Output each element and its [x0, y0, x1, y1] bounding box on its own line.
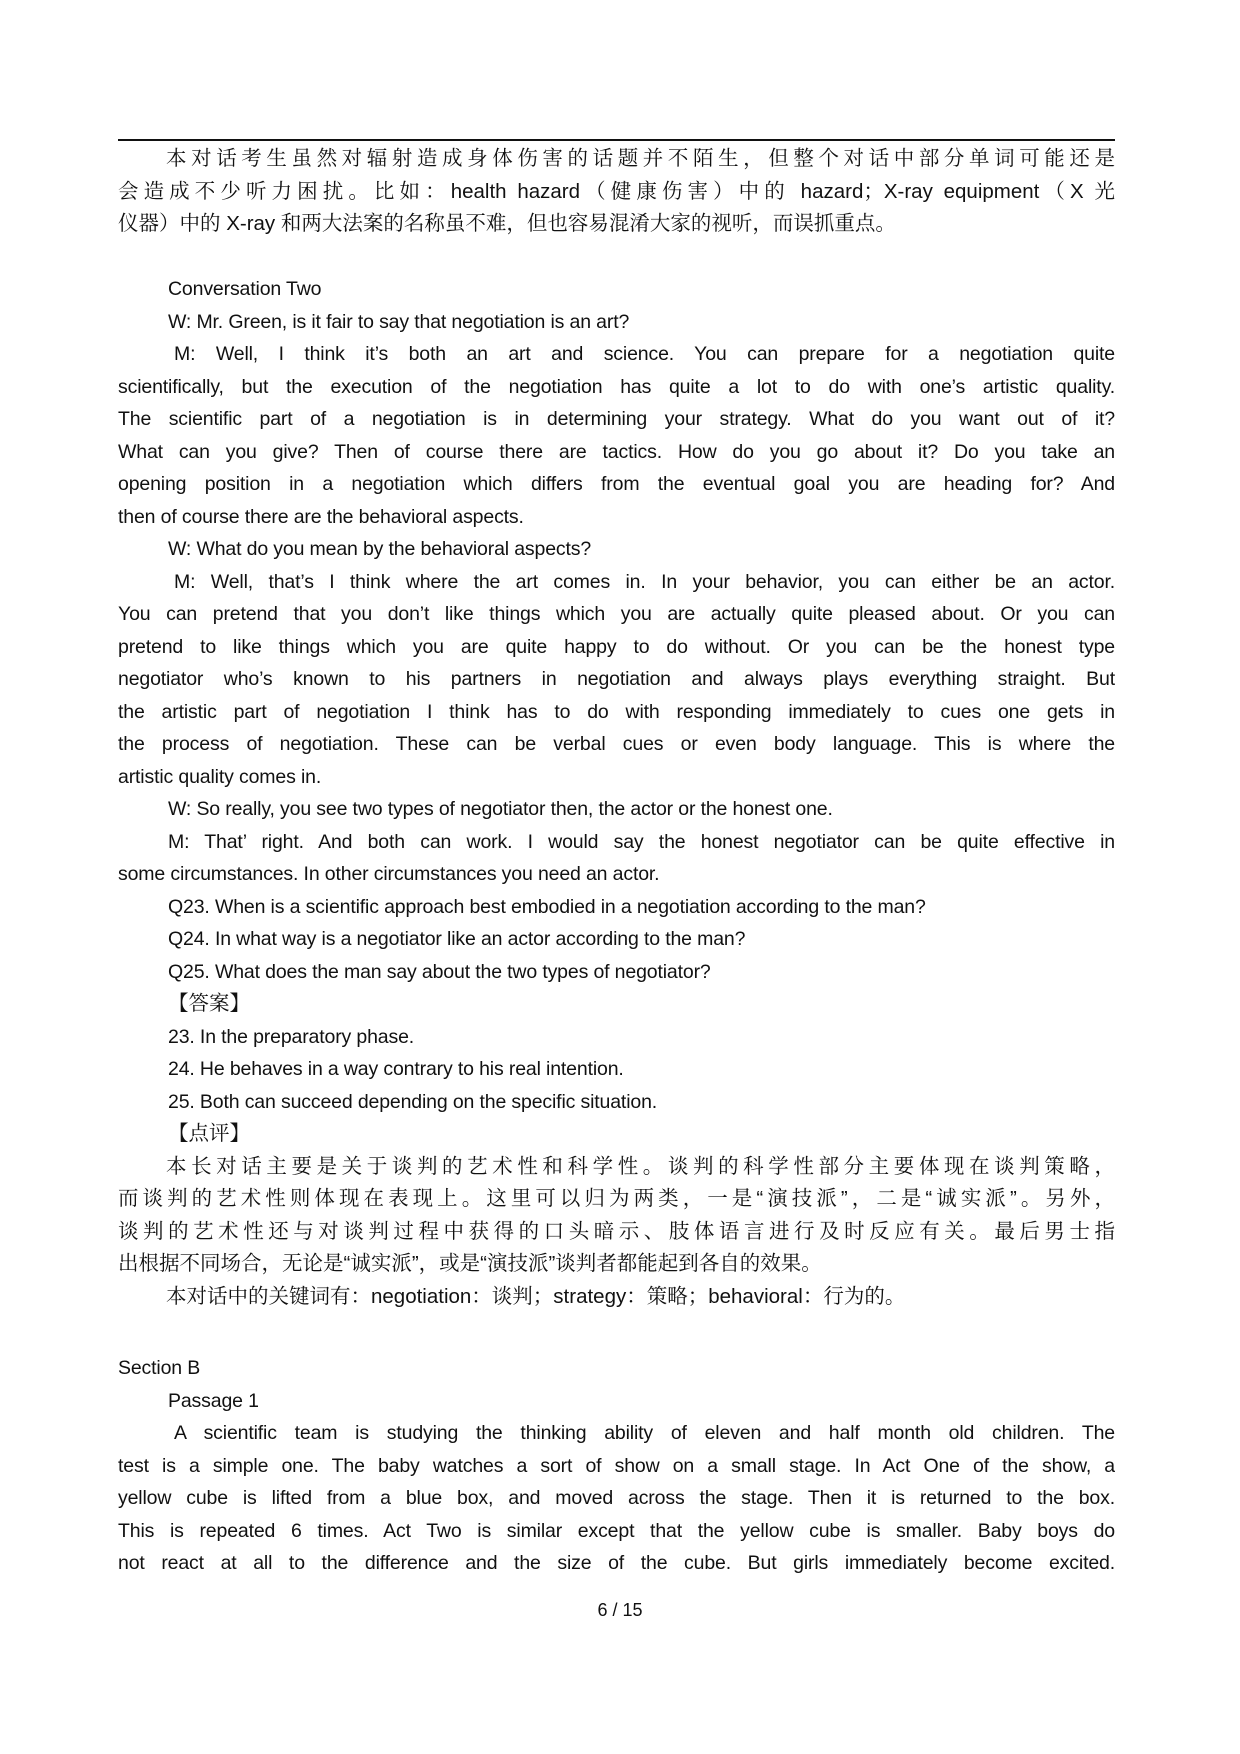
text-line: Q23. When is a scientific approach best embodied in a negotiation according to the man?	[168, 895, 926, 918]
text-line: the artistic part of negotiation I think has to do with responding immediately to cues one gets in	[118, 700, 1115, 723]
text-line: 本长对话主要是关于谈判的艺术性和科学性。谈判的科学性部分主要体现在谈判策略，	[166, 1154, 1115, 1178]
text-line: yellow cube is lifted from a blue box, and moved across the stage. Then it is returned to the box.	[118, 1487, 1115, 1509]
text-line: scientifically, but the execution of the negotiation has quite a lot to do with one’s artistic quality.	[118, 375, 1115, 398]
text-line: Conversation Two	[168, 278, 322, 300]
text-line: negotiator who’s known to his partners in negotiation and always plays everything straight. But	[118, 668, 1115, 690]
text-line: Section B	[118, 1357, 201, 1379]
paragraph	[118, 956, 1115, 989]
paragraph	[118, 1021, 1115, 1054]
paragraph	[118, 1385, 1115, 1418]
text-line: 仪器）中的 X-ray 和两大法案的名称虽不难，但也容易混淆大家的视听，而误抓重点。	[118, 212, 896, 235]
section-label	[118, 988, 1115, 1021]
page-number: 6 / 15	[597, 1600, 643, 1620]
text-line: 出根据不同场合，无论是“诚实派”，或是“演技派”谈判者都能起到各自的效果。	[118, 1252, 822, 1275]
text-line: The scientific part of a negotiation is in determining your strategy. What do you want out of it?	[118, 408, 1115, 430]
paragraph	[118, 1417, 1115, 1580]
text-line: M: That’ right. And both can work. I would say the honest negotiator can be quite effective in	[168, 830, 1115, 853]
paragraph	[118, 1086, 1115, 1119]
text-line: opening position in a negotiation which differs from the eventual goal you are heading for? And	[118, 473, 1115, 495]
text-line: What can you give? Then of course there are tactics. How do you go about it? Do you take an	[118, 440, 1115, 463]
text-line: Passage 1	[168, 1389, 259, 1412]
blank-line	[118, 241, 1115, 274]
paragraph	[118, 306, 1115, 339]
text-line: some circumstances. In other circumstances you need an actor.	[118, 863, 660, 885]
paragraph	[118, 1151, 1115, 1281]
text-line: 谈判的艺术性还与对谈判过程中获得的口头暗示、肢体语言进行及时反应有关。最后男士指	[118, 1219, 1115, 1243]
text-line: 【答案】	[168, 992, 250, 1015]
text-line: A scientific team is studying the thinking ability of eleven and half month old children. The	[174, 1422, 1115, 1444]
text-line: not react at all to the difference and the size of the cube. But girls immediately become excited.	[118, 1552, 1115, 1574]
paragraph	[118, 1281, 1115, 1314]
text-line: 本对话考生虽然对辐射造成身体伤害的话题并不陌生，但整个对话中部分单词可能还是	[166, 147, 1115, 170]
paragraph	[118, 1352, 1115, 1385]
header-rule	[118, 139, 1115, 141]
text-line: M: Well, I think it’s both an art and science. You can prepare for a negotiation quite	[174, 343, 1115, 365]
section-label	[118, 1118, 1115, 1151]
text-line: You can pretend that you don’t like things which you are actually quite pleased about. Or you can	[118, 603, 1115, 625]
text-line: 24. He behaves in a way contrary to his real intention.	[168, 1058, 624, 1080]
paragraph	[118, 923, 1115, 956]
text-line: Q24. In what way is a negotiator like an actor according to the man?	[168, 928, 746, 950]
text-line: W: So really, you see two types of negotiator then, the actor or the honest one.	[168, 798, 833, 820]
document-body	[118, 143, 1115, 1580]
text-line: W: Mr. Green, is it fair to say that negotiation is an art?	[168, 310, 630, 333]
paragraph	[118, 533, 1115, 566]
text-line: 23. In the preparatory phase.	[168, 1025, 415, 1048]
paragraph	[118, 891, 1115, 924]
paragraph	[118, 826, 1115, 891]
paragraph	[118, 1053, 1115, 1086]
text-line: W: What do you mean by the behavioral aspects?	[168, 538, 592, 560]
text-line: 会造成不少听力困扰。比如：health hazard（健康伤害）中的 hazard；X-ray equipment（X 光	[118, 179, 1115, 203]
text-line: 而谈判的艺术性则体现在表现上。这里可以归为两类，一是“演技派”，二是“诚实派”。另外，	[118, 1187, 1115, 1210]
text-line: 本对话中的关键词有：negotiation：谈判；strategy：策略；behavioral：行为的。	[166, 1284, 906, 1308]
text-line: 25. Both can succeed depending on the specific situation.	[168, 1090, 658, 1113]
paragraph	[118, 273, 1115, 306]
text-line: the process of negotiation. These can be verbal cues or even body language. This is where the	[118, 733, 1115, 755]
text-line: artistic quality comes in.	[118, 765, 322, 788]
text-line: This is repeated 6 times. Act Two is similar except that the yellow cube is smaller. Baby boys do	[118, 1519, 1115, 1542]
text-line: test is a simple one. The baby watches a sort of show on a small stage. In Act One of the show, a	[118, 1454, 1115, 1477]
text-line: M: Well, that’s I think where the art comes in. In your behavior, you can either be an actor.	[174, 570, 1115, 593]
text-line: pretend to like things which you are quite happy to do without. Or you can be the honest type	[118, 635, 1115, 658]
paragraph	[118, 566, 1115, 794]
text-line: then of course there are the behavioral aspects.	[118, 505, 524, 528]
text-line: Q25. What does the man say about the two types of negotiator?	[168, 960, 711, 983]
paragraph	[118, 793, 1115, 826]
text-line: 【点评】	[168, 1122, 250, 1145]
blank-line	[118, 1313, 1115, 1352]
paragraph	[118, 338, 1115, 533]
paragraph	[118, 143, 1115, 241]
